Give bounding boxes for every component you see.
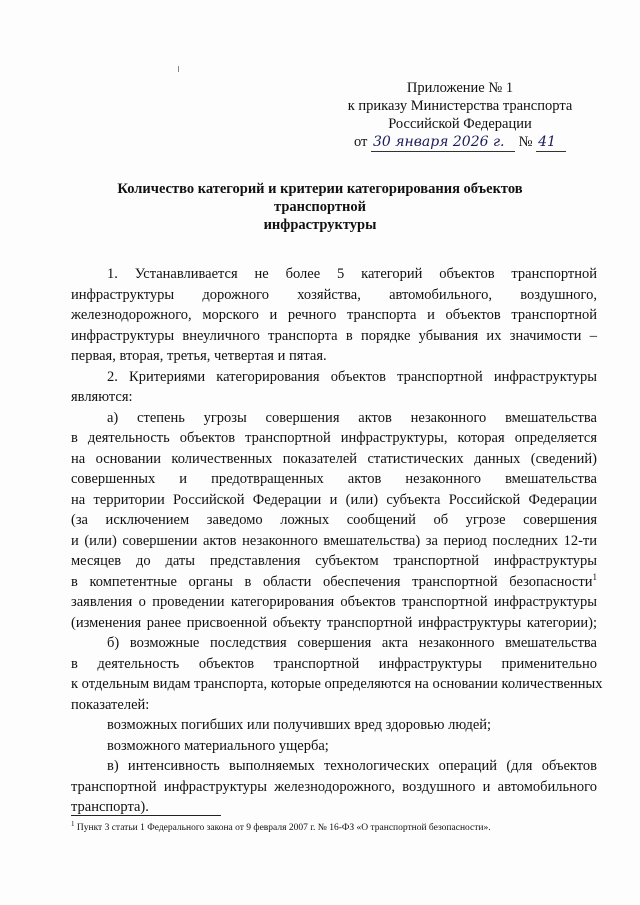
from-label: от <box>353 134 368 150</box>
body-line: инфраструктуры дорожного хозяйства, автомобильного, воздушного, <box>71 286 597 303</box>
appendix-label: Приложение № 1 <box>406 80 514 96</box>
document-body <box>71 264 603 818</box>
body-line: а) степень угрозы совершения актов незаконного вмешательства <box>107 409 597 426</box>
body-line: транспортной инфраструктуры железнодорожного, воздушного и автомобильного <box>71 778 597 795</box>
body-line: железнодорожного, морского и речного транспорта и объектов транспортной <box>71 307 597 323</box>
footnote-text: Пункт 3 статьи 1 Федерального закона от 9 февраля 2007 г. № 16-ФЗ «О транспортной безопасности». <box>76 823 491 833</box>
body-line: (изменения ранее присвоенной объекту транспортной инфраструктуры категории); <box>71 614 597 631</box>
body-line: и (или) совершении актов незаконного вмешательства) за период последних 12-ти <box>71 532 597 549</box>
body-line-with-footnote <box>71 572 597 593</box>
body-line: совершенных и предотвращенных актов незаконного вмешательства <box>71 471 597 487</box>
body-line: на территории Российской Федерации и (или) субъекта Российской Федерации <box>71 491 597 508</box>
body-line: инфраструктуры внеуличного транспорта в порядке убывания их значимости – <box>71 327 597 344</box>
body-line: месяцев до даты представления субъектом транспортной инфраструктуры <box>71 553 597 569</box>
footnote-marker: 1 <box>71 819 75 828</box>
body-line: транспорта). <box>71 799 149 815</box>
footnote-divider <box>71 815 221 816</box>
body-line: на основании количественных показателей статистических данных (сведений) <box>71 450 597 467</box>
scan-mark <box>178 66 179 72</box>
body-line: б) возможные последствия совершения акта незаконного вмешательства <box>107 635 597 651</box>
appendix-header <box>340 79 580 152</box>
document-title <box>70 180 570 234</box>
body-line: 2. Критериями категорирования объектов транспортной инфраструктуры <box>107 368 597 385</box>
title-line-2: инфраструктуры <box>263 217 377 233</box>
handwritten-date: 30 января 2026 г. <box>371 133 515 152</box>
ministry-country: Российской Федерации <box>388 116 532 132</box>
body-line: показателей: <box>71 696 150 713</box>
body-line: возможного материального ущерба; <box>107 737 329 754</box>
body-line: в деятельность объектов транспортной инфраструктуры применительно <box>71 655 597 672</box>
order-reference: к приказу Министерства транспорта <box>347 98 573 114</box>
body-line: (за исключением заведомо ложных сообщений об угрозе совершения <box>71 512 597 528</box>
footnote-ref: 1 <box>592 571 597 582</box>
title-line-1: Количество категорий и критерии категорирования объектов транспортной <box>117 181 523 215</box>
number-label: № <box>518 134 533 150</box>
body-line: являются: <box>71 389 133 405</box>
body-line: в деятельность объектов транспортной инфраструктуры, которая определяется <box>71 430 597 446</box>
order-date-number <box>340 133 580 152</box>
body-line: 1. Устанавливается не более 5 категорий объектов транспортной <box>107 266 597 282</box>
body-line: к отдельным видам транспорта, которые определяются на основании количественных <box>71 676 603 692</box>
body-line: в) интенсивность выполняемых технологических операций (для объектов <box>107 758 597 774</box>
body-line: первая, вторая, третья, четвертая и пятая. <box>71 348 327 364</box>
footnote <box>71 819 597 834</box>
handwritten-number: 41 <box>536 133 566 152</box>
body-line: возможных погибших или получивших вред здоровью людей; <box>107 717 492 733</box>
body-line: заявления о проведении категорирования объектов транспортной инфраструктуры <box>71 594 597 610</box>
body-line-text: в компетентные органы в области обеспечения транспортной безопасности <box>71 573 593 590</box>
